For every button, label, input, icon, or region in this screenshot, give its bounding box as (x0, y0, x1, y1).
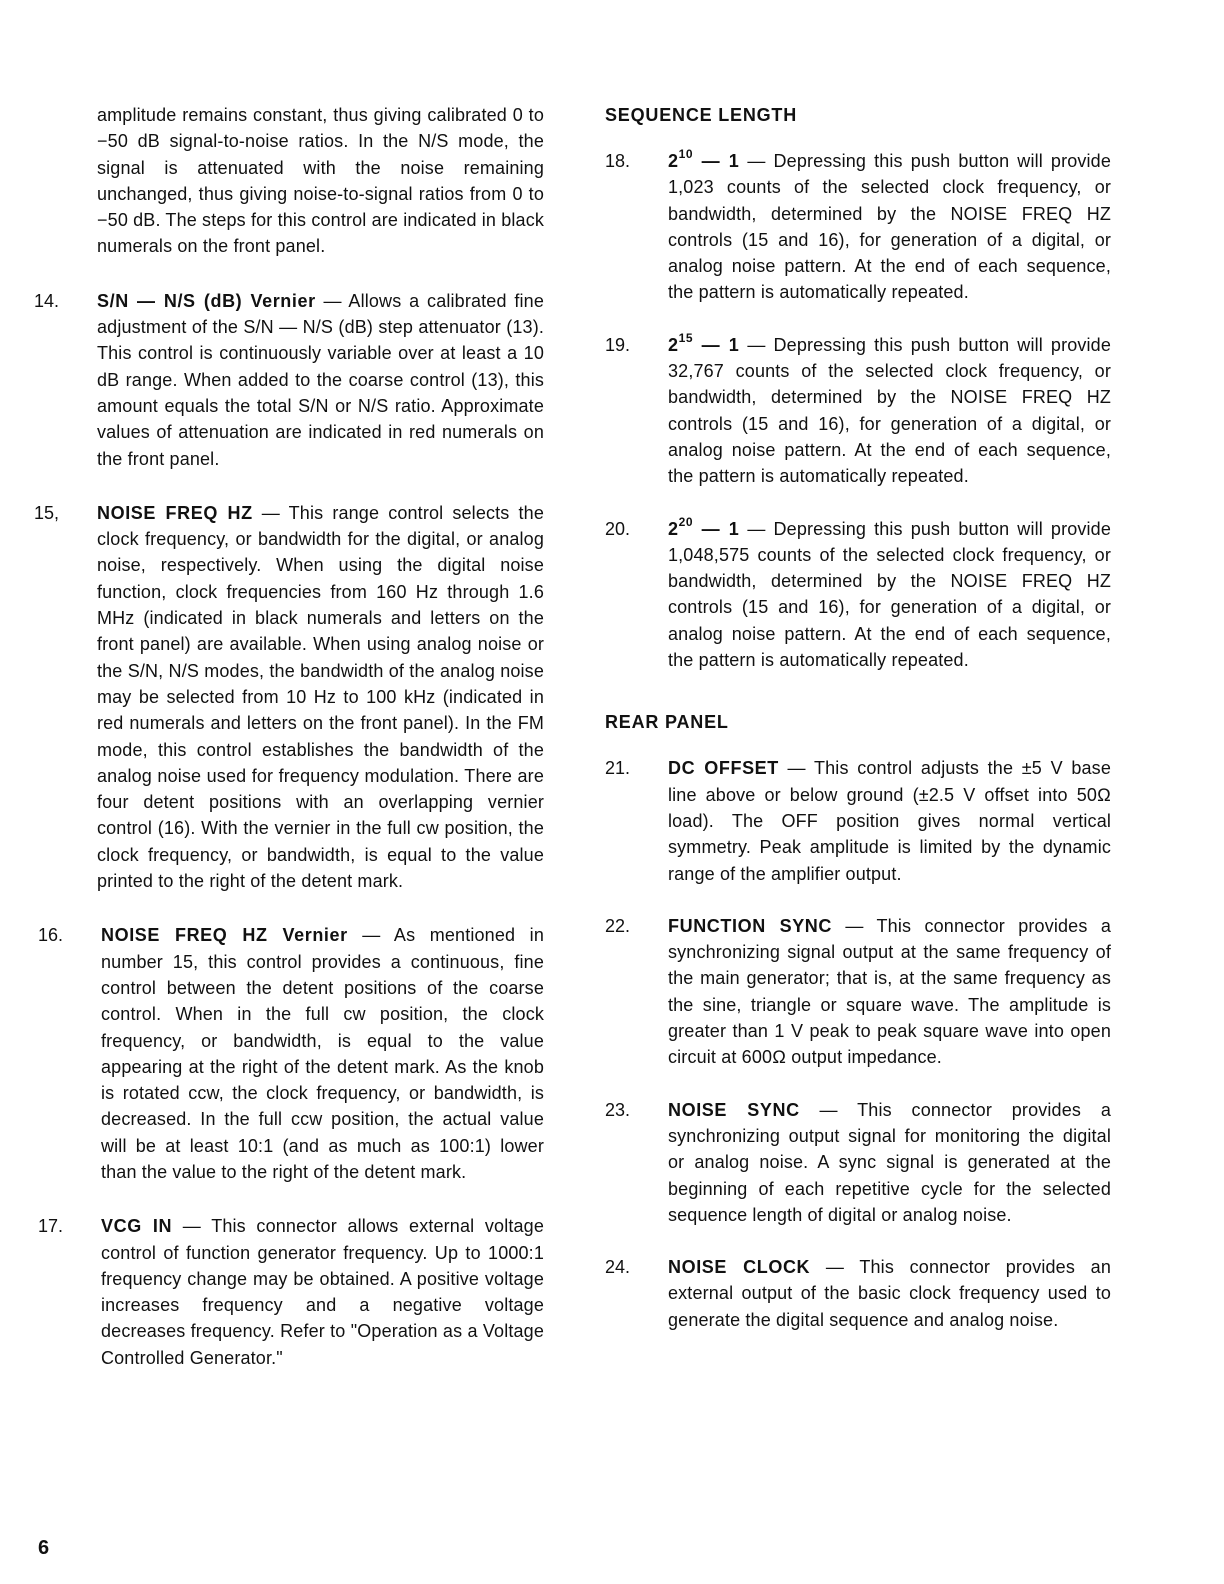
item-text: — As mentioned in number 15, this control provides a continuous, fine control between the detent positions of the coarse control. When in the full cw position, the clock frequency, or bandwidth, is equal to the value appearing at the right of the detent mark. As the knob is rotated ccw, the clock frequency, or bandwidth, is decreased. In the full ccw position, the actual value will be at least 10:1 (and as much as 100:1) lower than the value to the right of the detent mark. (101, 925, 544, 1182)
power-base: 2 (668, 334, 679, 355)
item-term: NOISE FREQ HZ (97, 502, 253, 523)
section-heading-sequence-length: SEQUENCE LENGTH (605, 105, 798, 125)
item-term: FUNCTION SYNC (668, 915, 832, 936)
item-number: 16. (38, 925, 64, 946)
intro-paragraph: amplitude remains constant, thus giving calibrated 0 to −50 dB signal-to-noise ratios. In the N/S mode, the signal is attenuated with the noise remaining unchanged, thus giving noise-to-signal ratios from 0 to −50 dB. The steps for this control are indicated in black numerals on the front panel. (97, 105, 544, 257)
section-heading-rear-panel: REAR PANEL (605, 712, 729, 733)
power-exponent: 20 (678, 514, 694, 529)
item-term: DC OFFSET (668, 758, 779, 779)
item-number: 23. (605, 1099, 631, 1120)
list-item-18 (605, 148, 1111, 306)
item-term: NOISE FREQ HZ Vernier (101, 925, 348, 946)
power-base: 2 (668, 151, 679, 171)
item-body (97, 288, 544, 472)
item-text: — Depressing this push button will provide 32,767 counts of the selected clock frequency, or bandwidth, determined by the NOISE FREQ HZ controls (15 and 16), for generation of a digital, or analog noise pattern. At the end of each sequence, the pattern is automatically repeated. (668, 334, 1111, 487)
list-item-22 (605, 913, 1111, 1071)
item-body (97, 922, 544, 1185)
list-item-23 (605, 1097, 1111, 1228)
item-text: — Depressing this push button will provide 1,023 counts of the selected clock frequency, or bandwidth, determined by the NOISE FREQ HZ controls (15 and 16), for generation of a digital, or analog noise pattern. At the end of each sequence, the pattern is automatically repeated. (668, 151, 1111, 303)
list-item-16 (34, 922, 544, 1185)
item-term: VCG IN (101, 1216, 173, 1237)
item-number: 24. (605, 1257, 631, 1278)
item-body (668, 1254, 1111, 1333)
item-number: 18. (605, 151, 631, 171)
item-number: 20. (605, 518, 631, 539)
item-body (668, 913, 1111, 1071)
power-suffix: — 1 (693, 518, 740, 539)
list-item-20 (605, 516, 1111, 674)
left-column (34, 102, 544, 1371)
list-item-24 (605, 1254, 1111, 1333)
item-number: 21. (605, 758, 631, 779)
list-item-19 (605, 332, 1111, 490)
item-text: — This connector provides an external output of the basic clock frequency used to generate the digital sequence and analog noise. (668, 1257, 1111, 1330)
right-column (605, 102, 1111, 1333)
item-text: — Depressing this push button will provide 1,048,575 counts of the selected clock frequency, or bandwidth, determined by the NOISE FREQ HZ controls (15 and 16), for generation of a digital, or analog noise pattern. At the end of each sequence, the pattern is automatically repeated. (668, 518, 1111, 671)
list-item-15 (34, 500, 544, 894)
item-body (668, 332, 1111, 490)
power-suffix: — 1 (693, 151, 740, 171)
item-text: — This range control selects the clock frequency, or bandwidth for the digital, or analog noise, respectively. When using the digital noise function, clock frequencies from 160 Hz through 1.6 MHz (indicated in black numerals and letters on the front panel) are available. When using analog noise or the S/N, N/S modes, the bandwidth of the analog noise may be selected from 10 Hz to 100 kHz (indicated in red numerals and letters on the front panel). In the FM mode, this control establishes the bandwidth of the analog noise used for frequency modulation. There are four detent positions with an overlapping vernier control (16). With the vernier in the full cw position, the clock frequency, or bandwidth, is equal to the value printed to the right of the detent mark. (97, 502, 544, 892)
power-exponent: 15 (678, 330, 694, 345)
list-item-17 (34, 1213, 544, 1371)
item-body (668, 1097, 1111, 1228)
item-number: 14. (34, 290, 60, 311)
item-number: 17. (38, 1216, 64, 1237)
item-term: S/N — N/S (dB) Vernier (97, 290, 316, 311)
item-number: 22. (605, 915, 631, 936)
list-item-21 (605, 755, 1111, 886)
item-text: — This control adjusts the ±5 V base line above or below ground (±2.5 V offset into 50Ω load). The OFF position gives normal vertical symmetry. Peak amplitude is limited by the dynamic range of the amplifier output. (668, 758, 1111, 884)
item-text: — This connector provides a synchronizing output signal for monitoring the digital or analog noise. A sync signal is generated at the beginning of each repetitive cycle for the selected sequence length of digital or analog noise. (668, 1099, 1111, 1225)
item-body (668, 516, 1111, 674)
power-base: 2 (668, 518, 679, 539)
item-term (668, 330, 740, 355)
item-body (97, 500, 544, 894)
item-term: NOISE CLOCK (668, 1257, 811, 1278)
item-text: — This connector allows external voltage control of function generator frequency. Up to 1000:1 frequency change may be obtained. A positive voltage increases frequency and a negative voltage decreases frequency. Refer to "Operation as a Voltage Controlled Generator." (101, 1216, 544, 1368)
item-body (668, 755, 1111, 886)
item-body (97, 1213, 544, 1371)
item-text: — Allows a calibrated fine adjustment of the S/N — N/S (dB) step attenuator (13). This control is continuously variable over at least a 10 dB range. When added to the coarse control (13), this amount equals the total S/N or N/S ratio. Approximate values of attenuation are indicated in red numerals on the front panel. (97, 290, 544, 469)
list-item-14 (34, 288, 544, 472)
item-text: — This connector provides a synchronizing signal output at the same frequency of the main generator; that is, at the same frequency as the sine, triangle or square wave. The amplitude is greater than 1 V peak to peak square wave into open circuit at 600Ω output impedance. (668, 915, 1111, 1068)
item-term: NOISE SYNC (668, 1099, 800, 1120)
item-term (668, 147, 740, 171)
item-body (668, 148, 1111, 306)
item-term (668, 514, 740, 539)
item-number: 15, (34, 502, 60, 523)
power-suffix: — 1 (693, 334, 740, 355)
item-number: 19. (605, 334, 631, 355)
power-exponent: 10 (678, 147, 694, 161)
page-number: 6 (38, 1537, 50, 1559)
